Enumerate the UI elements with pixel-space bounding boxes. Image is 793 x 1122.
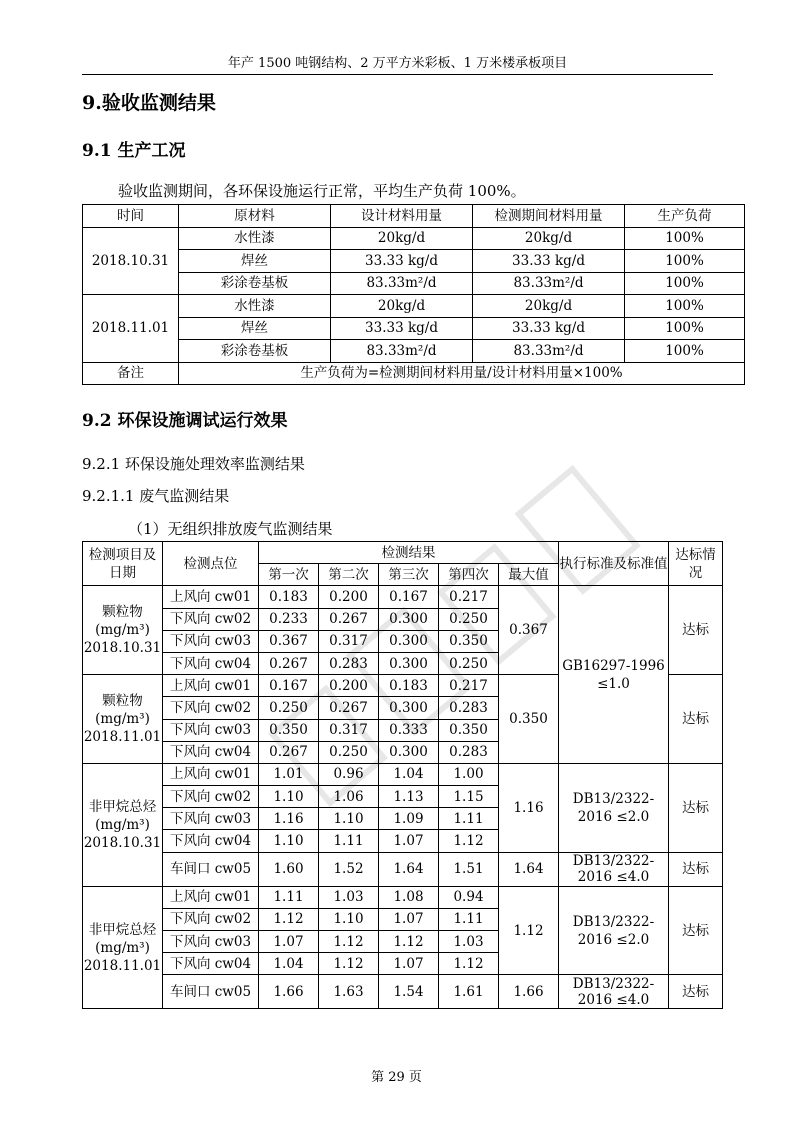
- value-cell: 1.11: [319, 830, 379, 852]
- load-cell: 100%: [625, 295, 745, 318]
- value-cell: 0.250: [439, 652, 499, 674]
- point-cell: 上风向 cw01: [163, 886, 259, 908]
- compliance-cell: 达标: [669, 975, 723, 1009]
- date-cell: 2018.10.31: [83, 227, 179, 295]
- table-row: [83, 886, 723, 908]
- col-header-result: 检测结果: [259, 542, 559, 564]
- col-header-design: 设计材料用量: [331, 205, 473, 228]
- col-header-compliance: 达标情况: [669, 542, 723, 586]
- actual-cell: 83.33m²/d: [473, 340, 625, 363]
- value-cell: 0.250: [439, 608, 499, 630]
- table-row: [83, 340, 745, 363]
- point-cell: 下风向 cw02: [163, 697, 259, 719]
- item-date: 2018.10.31: [83, 834, 162, 851]
- value-cell: 1.12: [259, 908, 319, 930]
- col-header-run-4: 第四次: [439, 564, 499, 586]
- item-date: 2018.11.01: [83, 957, 162, 974]
- max-cell: 1.66: [499, 975, 559, 1009]
- item-date: 2018.11.01: [83, 729, 162, 745]
- material-cell: 水性漆: [179, 295, 331, 318]
- item-name: 颗粒物: [102, 604, 143, 621]
- value-cell: 0.96: [319, 763, 379, 785]
- point-cell: 上风向 cw01: [163, 586, 259, 608]
- item-cell: [83, 586, 163, 675]
- value-cell: 1.63: [319, 975, 379, 1009]
- value-cell: 1.61: [439, 975, 499, 1009]
- emission-monitoring-table: [82, 541, 723, 1009]
- value-cell: 1.11: [259, 886, 319, 908]
- section-heading-9-2-1-1: 9.2.1.1 废气监测结果: [82, 487, 230, 505]
- table-row: [83, 975, 723, 1009]
- section-heading-9-2-1: 9.2.1 环保设施处理效率监测结果: [82, 455, 305, 473]
- actual-cell: 20kg/d: [473, 295, 625, 318]
- col-header-material: 原材料: [179, 205, 331, 228]
- value-cell: 1.66: [259, 975, 319, 1009]
- actual-cell: 20kg/d: [473, 227, 625, 250]
- note-text: 生产负荷为=检测期间材料用量/设计材料用量×100%: [179, 362, 745, 385]
- standard-cell: GB16297-1996 ≤1.0: [559, 586, 669, 764]
- value-cell: 1.11: [439, 908, 499, 930]
- value-cell: 1.09: [379, 808, 439, 830]
- point-cell: 上风向 cw01: [163, 675, 259, 697]
- value-cell: 0.300: [379, 697, 439, 719]
- item-cell: [83, 675, 163, 764]
- value-cell: 0.317: [319, 719, 379, 741]
- col-header-max: 最大值: [499, 564, 559, 586]
- value-cell: 1.51: [439, 852, 499, 886]
- actual-cell: 33.33 kg/d: [473, 250, 625, 273]
- actual-cell: 83.33m²/d: [473, 272, 625, 295]
- value-cell: 1.12: [439, 830, 499, 852]
- date-cell: 2018.11.01: [83, 295, 179, 363]
- value-cell: 0.300: [379, 741, 439, 763]
- point-cell: 下风向 cw03: [163, 719, 259, 741]
- value-cell: 1.01: [259, 763, 319, 785]
- max-cell: 0.367: [499, 586, 559, 675]
- col-header-standard: 执行标准及标准值: [559, 542, 669, 586]
- value-cell: 1.12: [439, 953, 499, 975]
- page-number: 第 29 页: [371, 1070, 422, 1085]
- value-cell: 0.167: [259, 675, 319, 697]
- item-name: 非甲烷总烃(mg/m³): [88, 921, 157, 956]
- value-cell: 0.350: [439, 719, 499, 741]
- value-cell: 0.283: [439, 741, 499, 763]
- value-cell: 1.16: [259, 808, 319, 830]
- point-cell: 下风向 cw03: [163, 808, 259, 830]
- point-cell: 下风向 cw03: [163, 630, 259, 652]
- table-row: [83, 227, 745, 250]
- value-cell: 0.267: [259, 652, 319, 674]
- table-row: [83, 763, 723, 785]
- material-cell: 水性漆: [179, 227, 331, 250]
- value-cell: 0.167: [379, 586, 439, 608]
- col-header-point: 检测点位: [163, 542, 259, 586]
- point-cell: 下风向 cw03: [163, 931, 259, 953]
- design-cell: 33.33 kg/d: [331, 250, 473, 273]
- point-cell: 下风向 cw04: [163, 830, 259, 852]
- value-cell: 1.10: [319, 908, 379, 930]
- point-cell: 下风向 cw02: [163, 608, 259, 630]
- point-cell: 车间口 cw05: [163, 975, 259, 1009]
- value-cell: 1.64: [379, 852, 439, 886]
- value-cell: 0.233: [259, 608, 319, 630]
- point-cell: 车间口 cw05: [163, 852, 259, 886]
- value-cell: 0.350: [259, 719, 319, 741]
- col-header-item: 检测项目及日期: [83, 542, 163, 586]
- value-cell: 1.04: [259, 953, 319, 975]
- compliance-cell: 达标: [669, 763, 723, 852]
- value-cell: 0.183: [379, 675, 439, 697]
- load-cell: 100%: [625, 250, 745, 273]
- value-cell: 1.10: [319, 808, 379, 830]
- value-cell: 1.10: [259, 786, 319, 808]
- point-cell: 下风向 cw04: [163, 741, 259, 763]
- col-header-run-1: 第一次: [259, 564, 319, 586]
- value-cell: 1.12: [379, 931, 439, 953]
- item-cell: [83, 886, 163, 1009]
- value-cell: 1.12: [319, 931, 379, 953]
- table-row: [83, 852, 723, 886]
- value-cell: 0.267: [259, 741, 319, 763]
- value-cell: 1.12: [319, 953, 379, 975]
- section-heading-9: 9.验收监测结果: [82, 92, 216, 114]
- value-cell: 0.300: [379, 630, 439, 652]
- design-cell: 20kg/d: [331, 295, 473, 318]
- max-cell: 0.350: [499, 675, 559, 764]
- design-cell: 20kg/d: [331, 227, 473, 250]
- value-cell: 0.267: [319, 697, 379, 719]
- production-condition-table: [82, 204, 745, 385]
- value-cell: 1.00: [439, 763, 499, 785]
- item-date: 2018.10.31: [83, 640, 162, 657]
- material-cell: 彩涂卷基板: [179, 340, 331, 363]
- col-header-actual: 检测期间材料用量: [473, 205, 625, 228]
- table-row: [83, 586, 723, 608]
- value-cell: 1.60: [259, 852, 319, 886]
- max-cell: 1.16: [499, 763, 559, 852]
- value-cell: 0.267: [319, 608, 379, 630]
- item-name: 非甲烷总烃(mg/m³): [88, 798, 157, 833]
- item-unit: (mg/m³): [95, 622, 150, 639]
- col-header-load: 生产负荷: [625, 205, 745, 228]
- max-cell: 1.64: [499, 852, 559, 886]
- design-cell: 83.33m²/d: [331, 340, 473, 363]
- load-cell: 100%: [625, 227, 745, 250]
- table-header-row: [83, 205, 745, 228]
- value-cell: 0.317: [319, 630, 379, 652]
- value-cell: 0.183: [259, 586, 319, 608]
- value-cell: 1.07: [379, 908, 439, 930]
- value-cell: 0.300: [379, 652, 439, 674]
- point-cell: 上风向 cw01: [163, 763, 259, 785]
- value-cell: 0.250: [319, 741, 379, 763]
- section-heading-9-2: 9.2 环保设施调试运行效果: [82, 411, 288, 431]
- actual-cell: 33.33 kg/d: [473, 317, 625, 340]
- intro-paragraph: 验收监测期间，各环保设施运行正常，平均生产负荷 100%。: [118, 182, 526, 200]
- standard-cell: DB13/2322-2016 ≤2.0: [559, 886, 669, 975]
- item-cell: [83, 763, 163, 886]
- value-cell: 0.200: [319, 586, 379, 608]
- compliance-cell: 达标: [669, 586, 723, 675]
- value-cell: 1.15: [439, 786, 499, 808]
- value-cell: 0.94: [439, 886, 499, 908]
- compliance-cell: 达标: [669, 675, 723, 764]
- value-cell: 1.03: [439, 931, 499, 953]
- subsection-title: （1）无组织排放废气监测结果: [128, 520, 333, 538]
- value-cell: 0.217: [439, 586, 499, 608]
- value-cell: 1.13: [379, 786, 439, 808]
- compliance-cell: 达标: [669, 852, 723, 886]
- table-row: [83, 295, 745, 318]
- col-header-run-3: 第三次: [379, 564, 439, 586]
- col-header-run-2: 第二次: [319, 564, 379, 586]
- value-cell: 0.300: [379, 608, 439, 630]
- table-row: [83, 272, 745, 295]
- load-cell: 100%: [625, 340, 745, 363]
- load-cell: 100%: [625, 272, 745, 295]
- value-cell: 1.08: [379, 886, 439, 908]
- material-cell: 焊丝: [179, 250, 331, 273]
- standard-cell: DB13/2322-2016 ≤2.0: [559, 763, 669, 852]
- page-header: 年产 1500 吨钢结构、2 万平方米彩板、1 万米楼承板项目: [82, 52, 713, 75]
- material-cell: 彩涂卷基板: [179, 272, 331, 295]
- item-unit: (mg/m³): [95, 711, 150, 727]
- value-cell: 1.07: [379, 830, 439, 852]
- item-name: 颗粒物: [102, 693, 143, 709]
- value-cell: 0.350: [439, 630, 499, 652]
- note-row: [83, 362, 745, 385]
- value-cell: 0.217: [439, 675, 499, 697]
- value-cell: 0.250: [259, 697, 319, 719]
- value-cell: 1.07: [379, 953, 439, 975]
- table-header-row: [83, 542, 723, 564]
- value-cell: 1.52: [319, 852, 379, 886]
- point-cell: 下风向 cw02: [163, 786, 259, 808]
- note-label: 备注: [83, 362, 179, 385]
- section-heading-9-1: 9.1 生产工况: [82, 141, 186, 161]
- standard-cell: DB13/2322-2016 ≤4.0: [559, 975, 669, 1009]
- value-cell: 1.03: [319, 886, 379, 908]
- load-cell: 100%: [625, 317, 745, 340]
- value-cell: 0.283: [439, 697, 499, 719]
- point-cell: 下风向 cw04: [163, 953, 259, 975]
- design-cell: 83.33m²/d: [331, 272, 473, 295]
- value-cell: 1.06: [319, 786, 379, 808]
- value-cell: 1.10: [259, 830, 319, 852]
- material-cell: 焊丝: [179, 317, 331, 340]
- value-cell: 0.367: [259, 630, 319, 652]
- max-cell: 1.12: [499, 886, 559, 975]
- value-cell: 0.333: [379, 719, 439, 741]
- standard-cell: DB13/2322-2016 ≤4.0: [559, 852, 669, 886]
- value-cell: 0.200: [319, 675, 379, 697]
- design-cell: 33.33 kg/d: [331, 317, 473, 340]
- value-cell: 1.11: [439, 808, 499, 830]
- value-cell: 0.283: [319, 652, 379, 674]
- table-row: [83, 250, 745, 273]
- col-header-time: 时间: [83, 205, 179, 228]
- table-row: [83, 317, 745, 340]
- value-cell: 1.07: [259, 931, 319, 953]
- compliance-cell: 达标: [669, 886, 723, 975]
- value-cell: 1.04: [379, 763, 439, 785]
- point-cell: 下风向 cw04: [163, 652, 259, 674]
- value-cell: 1.54: [379, 975, 439, 1009]
- point-cell: 下风向 cw02: [163, 908, 259, 930]
